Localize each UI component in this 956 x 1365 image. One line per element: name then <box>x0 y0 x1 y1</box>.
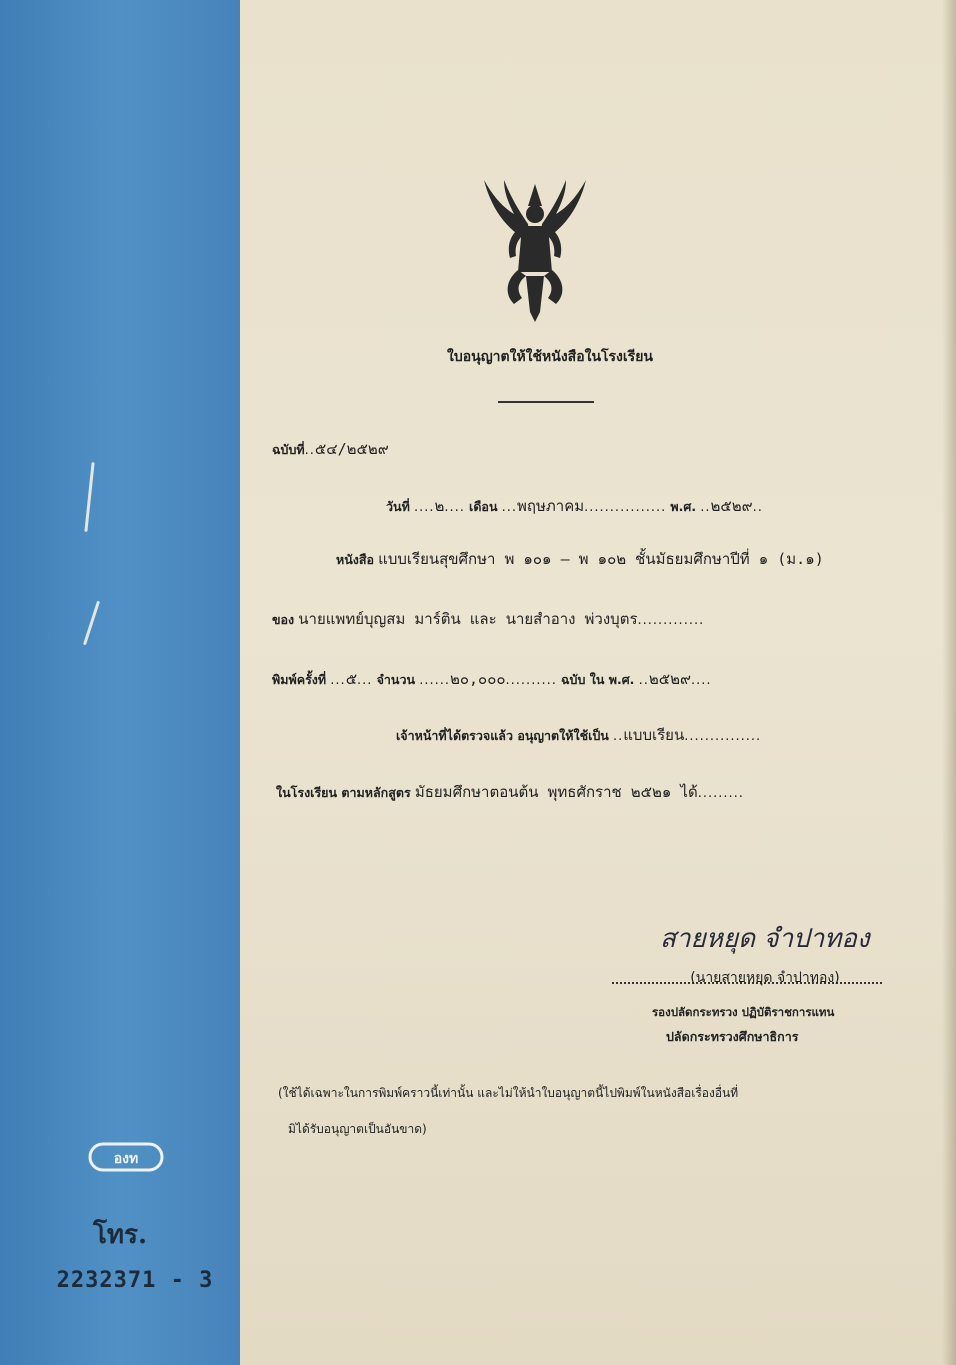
curriculum-line: ในโรงเรียน ตามหลักสูตร มัธยมศึกษาตอนต้น พุทธศักราช ๒๕๒๑ ได้......... <box>276 783 744 801</box>
garuda-emblem-icon <box>470 172 600 327</box>
count-value: ๒๐,๐๐๐ <box>449 670 506 688</box>
author-label: ของ <box>272 612 295 627</box>
date-line: วันที่ ....๒.... เดือน ...พฤษภาคม................ พ.ศ. ..๒๕๒๙.. <box>386 497 763 515</box>
publisher-logo-icon <box>88 1140 164 1174</box>
signatory-position-2: ปลัดกระทรวงศึกษาธิการ <box>666 1029 799 1044</box>
copies-label: ฉบับ ใน พ.ศ. <box>561 672 635 687</box>
ref-value: ๕๔/๒๕๒๙ <box>314 440 389 458</box>
edition-value: ๕ <box>345 670 358 688</box>
year-label: พ.ศ. <box>670 499 697 514</box>
author-line: ของ นายแพทย์บุญสม มาร์ติน และ นายสำอาง พ่วงบุตร............. <box>272 610 705 628</box>
count-label: จำนวน <box>376 672 416 687</box>
signatory-position-1: รองปลัดกระทรวง ปฏิบัติราชการแทน <box>652 1005 835 1019</box>
ref-label: ฉบับที่ <box>272 442 305 457</box>
publisher-logo-text: องท <box>113 1151 139 1167</box>
approval-value: แบบเรียน <box>623 726 685 744</box>
year-value: ๒๕๒๙ <box>710 497 753 515</box>
document-title: ใบอนุญาตให้ใช้หนังสือในโรงเรียน <box>447 349 653 365</box>
print-line: พิมพ์ครั้งที่ ...๕... จำนวน ......๒๐,๐๐๐.......... ฉบับ ใน พ.ศ. ..๒๕๒๙.... <box>272 670 712 688</box>
page-edge-shadow <box>942 0 956 1365</box>
ref-line: ฉบับที่..๕๔/๒๕๒๙ <box>272 440 389 458</box>
print-year-value: ๒๕๒๙ <box>648 670 691 688</box>
blue-spine <box>0 0 240 1365</box>
approval-label: เจ้าหน้าที่ได้ตรวจแล้ว อนุญาตให้ใช้เป็น <box>396 728 609 743</box>
month-value: พฤษภาคม <box>517 497 585 515</box>
signatory-name: (นายสายหยุด จำปาทอง) <box>690 970 840 986</box>
month-label: เดือน <box>469 499 498 514</box>
title-underline <box>498 401 594 403</box>
curriculum-label: ในโรงเรียน ตามหลักสูตร <box>276 785 411 800</box>
book-value: แบบเรียนสุขศึกษา พ ๑๐๑ – พ ๑๐๒ ชั้นมัธยมศึกษาปีที่ ๑ (ม.๑) <box>378 550 824 568</box>
curriculum-value: มัธยมศึกษาตอนต้น พุทธศักราช ๒๕๒๑ ได้ <box>414 783 698 801</box>
book-line <box>336 547 824 571</box>
usage-note-line-1: (ใช้ได้เฉพาะในการพิมพ์คราวนี้เท่านั้น และไม่ให้นำใบอนุญาตนี้ไปพิมพ์ในหนังสือเรื่องอื่นที่ <box>278 1086 739 1100</box>
usage-note-line-2: มิได้รับอนุญาตเป็นอันขาด) <box>288 1122 427 1136</box>
author-value: นายแพทย์บุญสม มาร์ติน และ นายสำอาง พ่วงบุตร <box>298 610 638 628</box>
day-label: วันที่ <box>386 499 410 514</box>
scratch-mark <box>84 462 94 532</box>
scratch-mark <box>83 601 100 646</box>
approval-line: เจ้าหน้าที่ได้ตรวจแล้ว อนุญาตให้ใช้เป็น ..แบบเรียน............... <box>396 726 762 744</box>
phone-number: 2232371 - 3 <box>56 1268 214 1293</box>
book-label: หนังสือ <box>336 552 375 567</box>
day-value: ๒ <box>434 497 445 515</box>
phone-label: โทร. <box>92 1220 148 1250</box>
handwritten-signature: สายหยุด จำปาทอง <box>660 924 870 954</box>
edition-label: พิมพ์ครั้งที่ <box>272 672 327 687</box>
